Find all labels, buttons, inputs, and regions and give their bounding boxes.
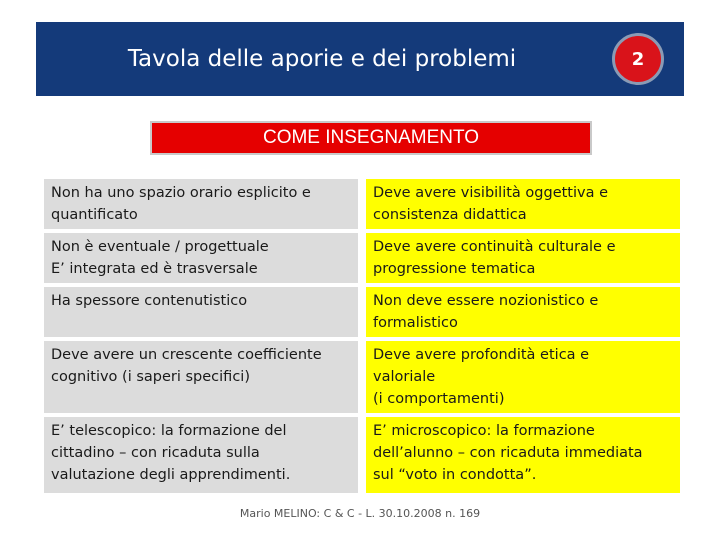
page-title: Tavola delle aporie e dei problemi bbox=[127, 46, 517, 72]
table-cell-left: E’ telescopico: la formazione del cittadino – con ricaduta sulla valutazione degli apprendimenti. bbox=[44, 417, 358, 493]
table-cell-right: Deve avere continuità culturale e progressione tematica bbox=[366, 233, 680, 283]
footer-credit: Mario MELINO: C & C - L. 30.10.2008 n. 169 bbox=[239, 507, 481, 520]
table-cell-left: Non ha uno spazio orario esplicito e quantificato bbox=[44, 179, 358, 229]
table-cell-left: Deve avere un crescente coefficiente cognitivo (i saperi specifici) bbox=[44, 341, 358, 413]
table-cell-right: Deve avere profondità etica e valoriale (i comportamenti) bbox=[366, 341, 680, 413]
table-cell-right: Deve avere visibilità oggettiva e consistenza didattica bbox=[366, 179, 680, 229]
table-cell-right: Non deve essere nozionistico e formalistico bbox=[366, 287, 680, 337]
table-cell-left: Non è eventuale / progettuale E’ integrata ed è trasversale bbox=[44, 233, 358, 283]
table-cell-right: E’ microscopico: la formazione dell’alunno – con ricaduta immediata sul “voto in condotta”. bbox=[366, 417, 680, 493]
table-cell-left: Ha spessore contenutistico bbox=[44, 287, 358, 337]
section-banner: COME INSEGNAMENTO bbox=[150, 121, 592, 155]
comparison-table bbox=[44, 179, 680, 493]
title-bar bbox=[36, 22, 684, 96]
slide-number-badge: 2 bbox=[612, 33, 664, 85]
